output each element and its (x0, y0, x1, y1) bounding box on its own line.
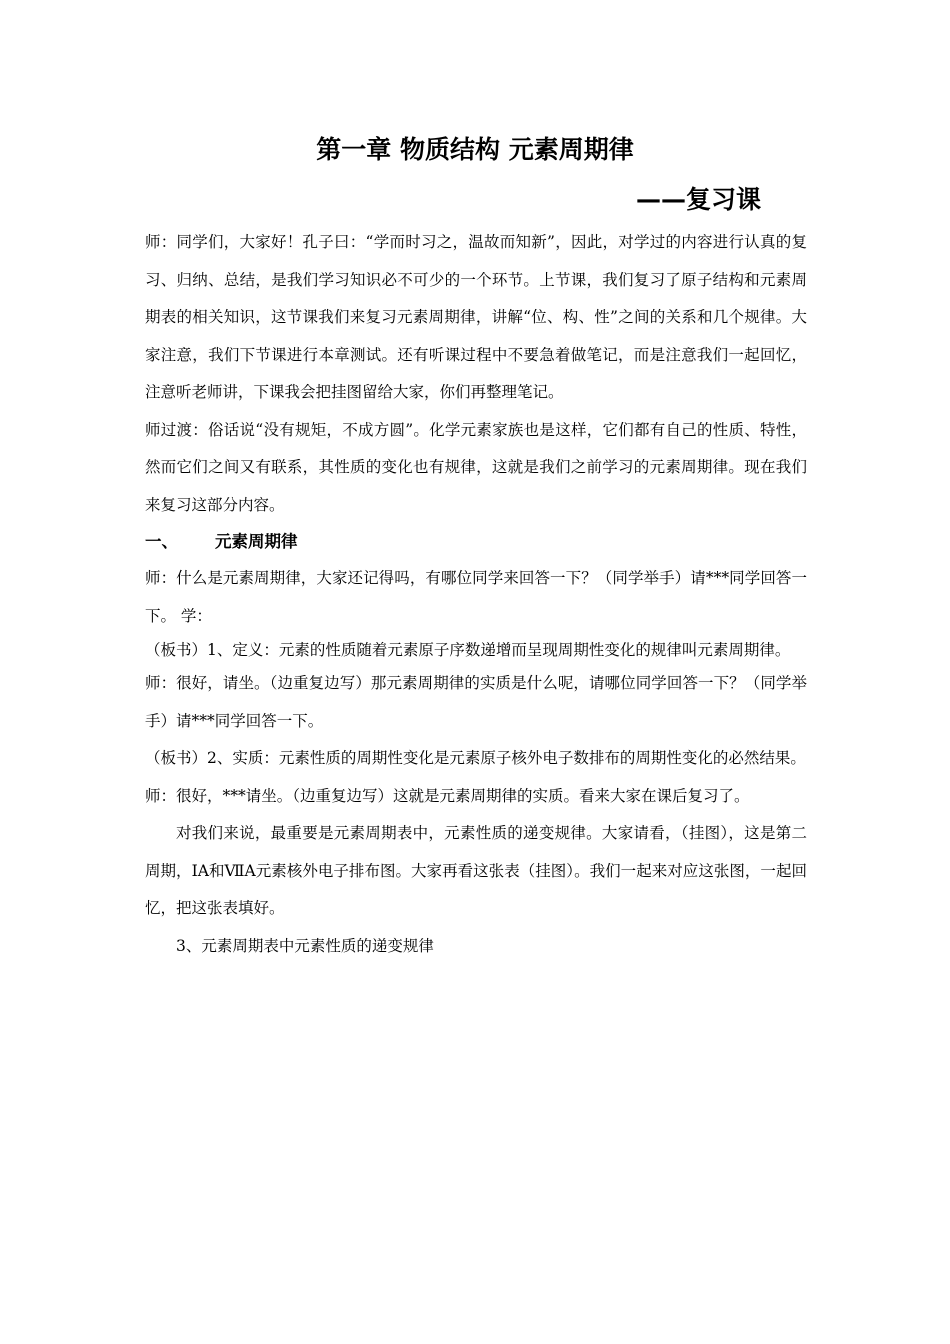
essence-paragraph: （板书）2、实质：元素性质的周期性变化是元素原子核外电子数排布的周期性变化的必然结果。 (145, 749, 806, 767)
followup-paragraph: 师：很好，请坐。（边重复边写）那元素周期律的实质是什么呢，请哪位同学回答一下？（同学举手）请***同学回答一下。 (145, 674, 807, 730)
section-title: 元素周期律 (215, 532, 298, 551)
intro-paragraph: 师：同学们，大家好！孔子曰：“学而时习之，温故而知新”，因此，对学过的内容进行认真的复习、归纳、总结，是我们学习知识必不可少的一个环节。上节课，我们复习了原子结构和元素周期表的相关知识，这节课我们来复习元素周期律，讲解“位、构、性”之间的关系和几个规律。大家注意，我们下节课进行本章测试。还有听课过程中不要急着做笔记，而是注意我们一起回忆，注意听老师讲，下课我会把挂图留给大家，你们再整理笔记。 (145, 233, 807, 401)
page-title: 第一章 物质结构 元素周期律 (316, 135, 634, 164)
section-number: 一、 (145, 532, 178, 551)
definition-paragraph: （板书）1、定义：元素的性质随着元素原子序数递增而呈现周期性变化的规律叫元素周期律。 (145, 641, 791, 659)
trend-paragraph: 对我们来说，最重要是元素周期表中，元素性质的递变规律。大家请看，（挂图），这是第二周期，ⅠA和ⅦA元素核外电子排布图。大家再看这张表（挂图）。我们一起来对应这张图，一起回忆，把这张表填好。 (145, 824, 807, 917)
question-paragraph: 师：什么是元素周期律，大家还记得吗，有哪位同学来回答一下？（同学举手）请***同学回答一下。 学： (145, 569, 807, 625)
transition-paragraph: 师过渡：俗话说“没有规矩，不成方圆”。化学元素家族也是这样，它们都有自己的性质、特性，然而它们之间又有联系，其性质的变化也有规律，这就是我们之前学习的元素周期律。现在我们来复习这部分内容。 (145, 420, 807, 514)
page-subtitle: ——复习课 (636, 185, 762, 214)
subsection-heading: 3、元素周期表中元素性质的递变规律 (176, 936, 434, 955)
praise-paragraph: 师：很好，***请坐。（边重复边写）这就是元素周期律的实质。看来大家在课后复习了。 (145, 786, 750, 805)
section-heading (145, 524, 807, 560)
document-body (145, 224, 807, 965)
